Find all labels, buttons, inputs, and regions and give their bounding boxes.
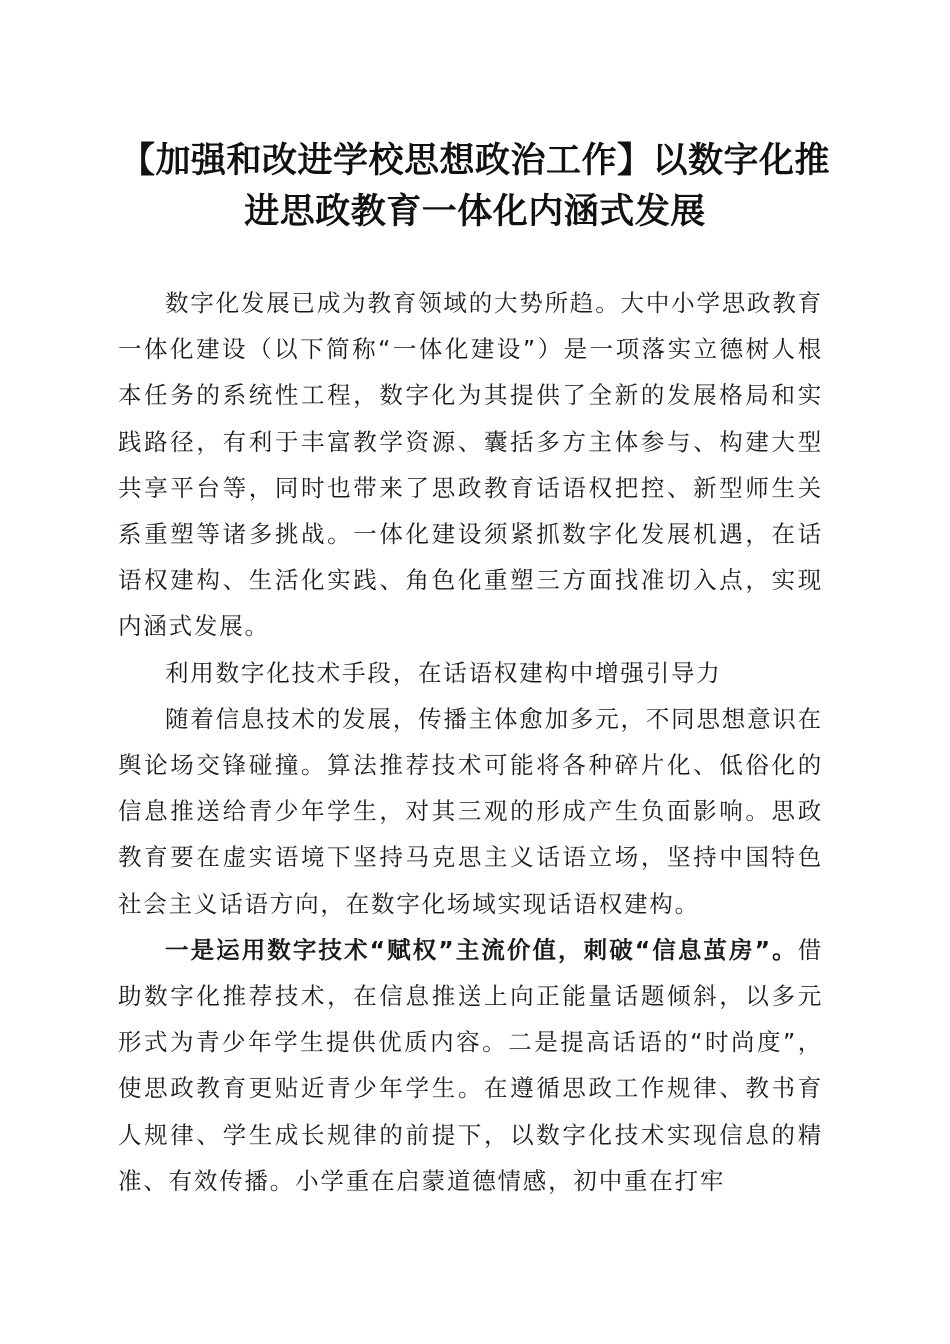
paragraph-intro: 数字化发展已成为教育领域的大势所趋。大中小学思政教育一体化建设（以下简称“一体化建设”）是一项落实立德树人根本任务的系统性工程，数字化为其提供了全新的发展格局和实践路径，有利于丰富教学资源、囊括多方主体参与、构建大型共享平台等，同时也带来了思政教育话语权把控、新型师生关系重塑等诸多挑战。一体化建设须紧抓数字化发展机遇，在话语权建构、生活化实践、角色化重塑三方面找准切入点，实现内涵式发展。 — [118, 289, 823, 641]
paragraph-section-heading: 利用数字化技术手段，在话语权建构中增强引导力 — [165, 658, 722, 687]
document-body — [118, 280, 823, 1204]
paragraph-lead-sentence: 一是运用数字技术“赋权”主流价值，刺破“信息茧房”。 — [165, 935, 798, 964]
title-line-1: 【加强和改进学校思想政治工作】以数字化推 — [119, 140, 830, 181]
paragraph-measures-text: 借助数字化推荐技术，在信息推送上向正能量话题倾斜，以多元形式为青少年学生提供优质内容。二是提高话语的“时尚度”，使思政教育更贴近青少年学生。在遵循思政工作规律、教书育人规律、学生成长规律的前提下，以数字化技术实现信息的精准、有效传播。小学重在启蒙道德情感，初中重在打牢 — [118, 935, 823, 1195]
paragraph-measures — [118, 927, 823, 1204]
document-title — [110, 135, 840, 237]
title-line-2: 进思政教育一体化内涵式发展 — [244, 191, 706, 232]
paragraph-discourse: 随着信息技术的发展，传播主体愈加多元，不同思想意识在舆论场交锋碰撞。算法推荐技术可能将各种碎片化、低俗化的信息推送给青少年学生，对其三观的形成产生负面影响。思政教育要在虚实语境下坚持马克思主义话语立场，坚持中国特色社会主义话语方向，在数字化场域实现话语权建构。 — [118, 704, 823, 918]
